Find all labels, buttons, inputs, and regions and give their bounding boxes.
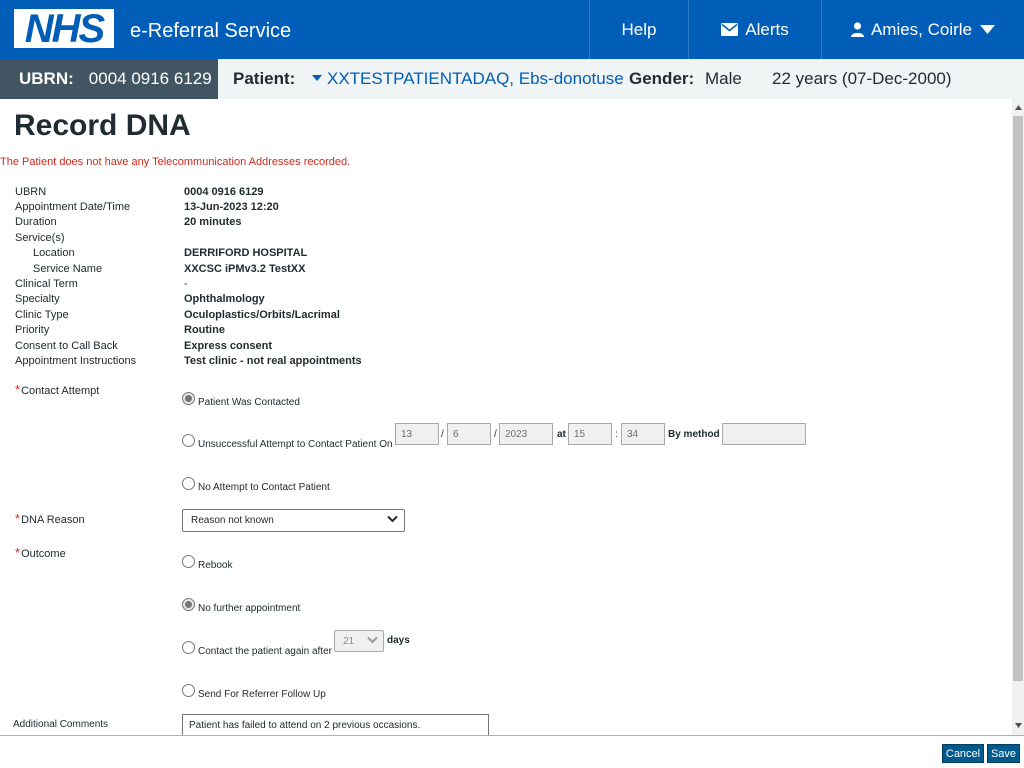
contact-attempt-label: [15, 382, 99, 397]
radio-button-selected[interactable]: [182, 392, 195, 405]
contact-again-days-select[interactable]: [334, 630, 384, 652]
radio-rebook[interactable]: [182, 555, 233, 571]
at-label: at: [557, 429, 566, 440]
by-method-label: By method: [668, 429, 720, 440]
radio-button[interactable]: [182, 434, 195, 447]
patient-name-link[interactable]: [312, 69, 624, 89]
radio-referrer-follow-up[interactable]: [182, 684, 326, 700]
radio-button-selected[interactable]: [182, 598, 195, 611]
radio-button[interactable]: [182, 477, 195, 490]
detail-value-appointment: 13-Jun-2023 12:20: [184, 201, 279, 213]
dna-reason-label-text: DNA Reason: [21, 514, 85, 526]
service-name: e-Referral Service: [130, 20, 292, 42]
contact-attempt-label-text: Contact Attempt: [21, 385, 100, 397]
detail-label-duration: Duration: [15, 216, 57, 228]
radio-unsuccessful-attempt[interactable]: [182, 434, 393, 450]
detail-value-location: DERRIFORD HOSPITAL: [184, 247, 308, 259]
additional-comments-textarea[interactable]: Patient has failed to attend on 2 previous occasions.: [182, 714, 489, 735]
radio-no-further-appointment[interactable]: [182, 598, 301, 614]
contact-month-input[interactable]: 6: [447, 423, 491, 445]
detail-label-service-name: Service Name: [33, 263, 103, 275]
detail-label-location: Location: [33, 247, 75, 259]
chevron-down-icon: [387, 515, 398, 523]
detail-value-service-name: XXCSC iPMv3.2 TestXX: [184, 263, 306, 275]
outcome-label-text: Outcome: [21, 548, 66, 560]
save-button[interactable]: Save: [987, 744, 1020, 763]
chevron-down-icon: [980, 25, 995, 34]
radio-contact-again[interactable]: [182, 641, 332, 657]
user-icon: [851, 22, 864, 37]
required-marker: *: [15, 511, 21, 526]
detail-value-priority: Routine: [184, 324, 225, 336]
radio-label: Unsuccessful Attempt to Contact Patient On: [198, 439, 393, 450]
detail-label-appointment: Appointment Date/Time: [15, 201, 131, 213]
additional-comments-label: Additional Comments: [13, 719, 109, 730]
radio-label: Send For Referrer Follow Up: [198, 689, 326, 700]
dna-reason-selected: Reason not known: [191, 515, 274, 526]
ubrn-box: [0, 59, 218, 99]
radio-label: No Attempt to Contact Patient: [198, 482, 330, 493]
envelope-icon: [721, 23, 738, 36]
detail-value-instructions: Test clinic - not real appointments: [184, 355, 362, 367]
radio-label: Patient Was Contacted: [198, 397, 300, 408]
required-marker: *: [15, 545, 21, 560]
gender-value: Male: [705, 69, 742, 88]
contact-hour-input[interactable]: 15: [568, 423, 612, 445]
contact-day-input[interactable]: 13: [395, 423, 439, 445]
date-separator: /: [494, 429, 497, 440]
detail-label-specialty: Specialty: [15, 293, 60, 305]
detail-label-consent: Consent to Call Back: [15, 340, 118, 352]
nhs-logo[interactable]: [14, 6, 114, 51]
scroll-up-arrow-icon[interactable]: [1012, 101, 1024, 113]
page-title: Record DNA: [14, 109, 191, 142]
detail-label-priority: Priority: [15, 324, 50, 336]
time-separator: :: [615, 429, 618, 440]
contact-method-input[interactable]: [722, 423, 806, 445]
detail-value-clinical-term: -: [184, 278, 188, 290]
help-label: Help: [621, 19, 657, 39]
vertical-scrollbar[interactable]: [1012, 99, 1024, 735]
detail-value-clinic-type: Oculoplastics/Orbits/Lacrimal: [184, 309, 340, 321]
gender-label: Gender:: [629, 69, 695, 88]
radio-label: Contact the patient again after: [198, 646, 332, 657]
detail-label-services: Service(s): [15, 232, 65, 244]
date-separator: /: [441, 429, 444, 440]
scroll-down-arrow-icon[interactable]: [1012, 719, 1024, 731]
warning-message: The Patient does not have any Telecommunication Addresses recorded.: [0, 156, 351, 168]
radio-patient-contacted[interactable]: [182, 392, 300, 408]
radio-label: Rebook: [198, 560, 233, 571]
detail-label-ubrn: UBRN: [15, 186, 47, 198]
main-content: [0, 99, 1012, 735]
chevron-down-icon: [367, 636, 378, 644]
caret-down-icon: [312, 75, 322, 81]
footer-action-bar: [0, 735, 1024, 768]
detail-value-duration: 20 minutes: [184, 216, 242, 228]
user-menu[interactable]: [821, 0, 1024, 59]
detail-label-instructions: Appointment Instructions: [15, 355, 137, 367]
contact-minute-input[interactable]: 34: [621, 423, 665, 445]
days-selected: 21: [343, 636, 355, 647]
detail-value-specialty: Ophthalmology: [184, 293, 265, 305]
alerts-link[interactable]: [688, 0, 821, 59]
detail-value-ubrn: 0004 0916 6129: [184, 186, 264, 198]
alerts-label: Alerts: [745, 19, 789, 39]
dna-reason-select[interactable]: [182, 509, 405, 532]
nhs-logo-text: NHS: [24, 6, 104, 51]
radio-label: No further appointment: [198, 603, 301, 614]
patient-banner: [0, 59, 1024, 99]
radio-button[interactable]: [182, 684, 195, 697]
patient-label: Patient:: [233, 69, 296, 88]
outcome-label: [15, 545, 66, 560]
days-label: days: [387, 635, 410, 646]
top-navigation-bar: [0, 0, 1024, 59]
patient-name: XXTESTPATIENTADAQ, Ebs-donotuse: [327, 69, 624, 88]
detail-label-clinic-type: Clinic Type: [15, 309, 69, 321]
user-name: Amies, Coirle: [870, 19, 973, 39]
detail-label-clinical-term: Clinical Term: [15, 278, 78, 290]
ubrn-label: UBRN:: [19, 69, 74, 88]
scrollbar-thumb[interactable]: [1013, 116, 1023, 681]
radio-button[interactable]: [182, 555, 195, 568]
required-marker: *: [15, 382, 21, 397]
contact-year-input[interactable]: 2023: [499, 423, 553, 445]
help-link[interactable]: [589, 0, 688, 59]
cancel-button[interactable]: Cancel: [942, 744, 984, 763]
radio-button[interactable]: [182, 641, 195, 654]
dna-reason-label: [15, 511, 85, 526]
ubrn-value: 0004 0916 6129: [88, 69, 212, 88]
detail-value-consent: Express consent: [184, 340, 273, 352]
radio-no-attempt[interactable]: [182, 477, 330, 493]
age-dob: 22 years (07-Dec-2000): [772, 69, 952, 88]
